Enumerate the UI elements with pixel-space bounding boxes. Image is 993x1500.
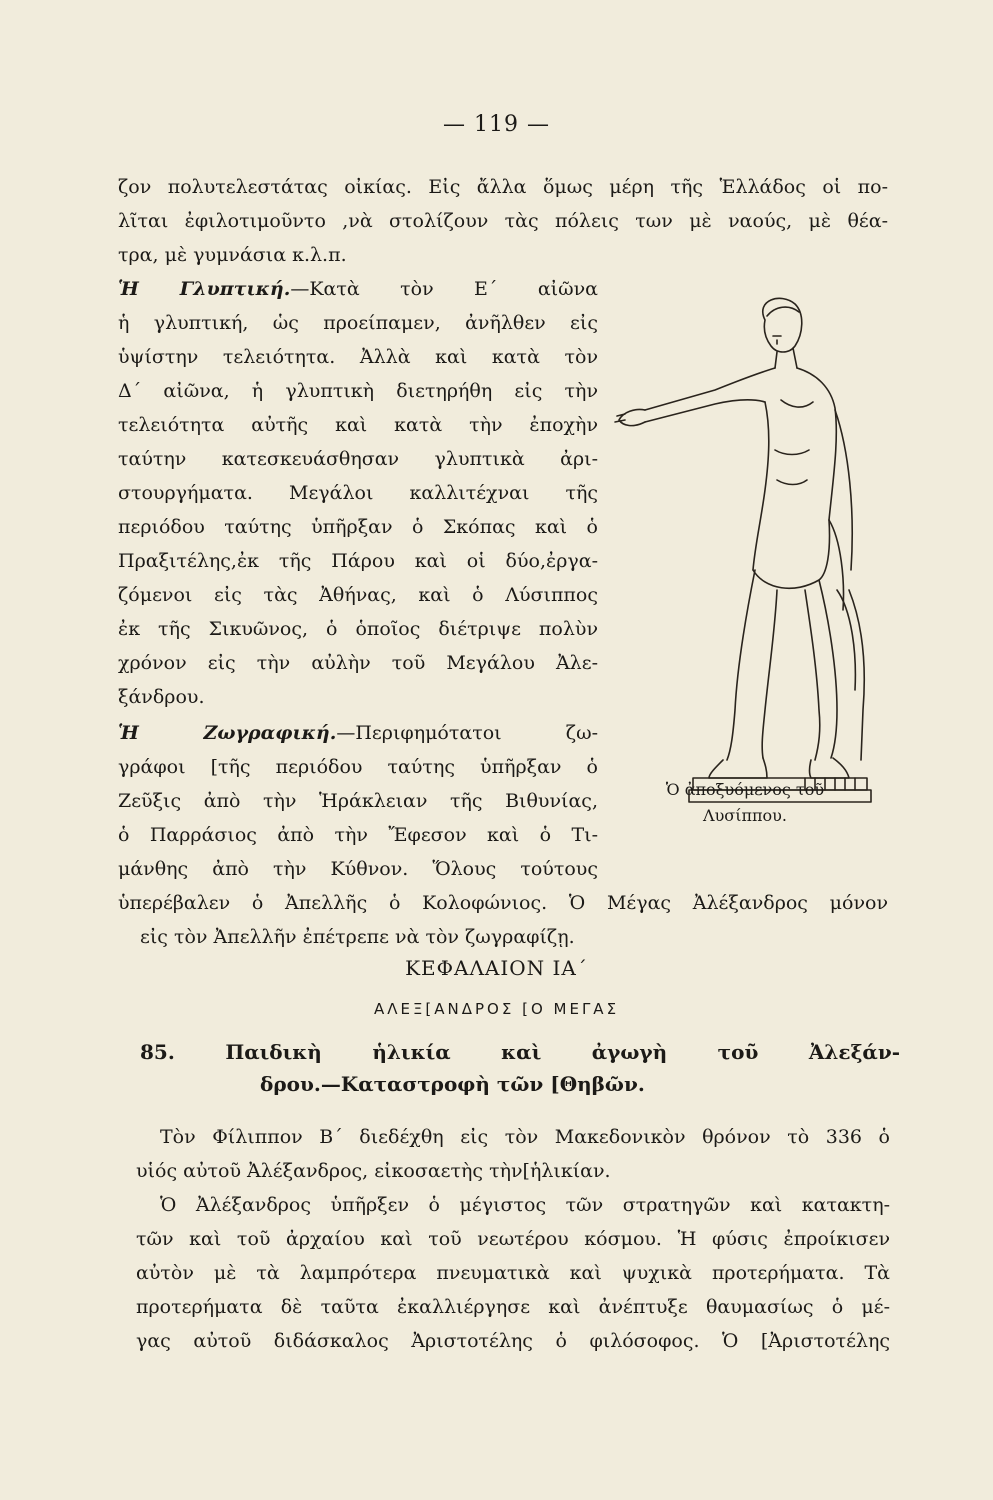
text-line: γράφοι [τῆς περιόδου ταύτης ὑπῆρξαν ὁ	[118, 756, 598, 778]
text-line: ζον πολυτελεστάτας οἰκίας. Εἰς ἄλλα ὅμως μέρη τῆς Ἑλλάδος οἱ πο-	[118, 176, 888, 198]
figure-caption: Ὁ ἀποξυόμενος τοῦ	[665, 780, 825, 799]
text-line: τῶν καὶ τοῦ ἀρχαίου καὶ τοῦ νεωτέρου κόσμου. Ἡ φύσις ἐπροίκισεν	[136, 1228, 890, 1250]
text-line: λῖται ἐφιλοτιμοῦντο ,νὰ στολίζουν τὰς πόλεις των μὲ ναούς, μὲ θέα-	[118, 210, 888, 232]
text-line: ἐκ τῆς Σικυῶνος, ὁ ὁποῖος διέτριψε πολὺν	[118, 618, 598, 640]
section-heading: 85. Παιδικὴ ἡλικία καὶ ἀγωγὴ τοῦ Ἀλεξάν-	[140, 1040, 900, 1064]
text-line: ὑπερέβαλεν ὁ Ἀπελλῆς ὁ Κολοφώνιος. Ὁ Μέγας Ἀλέξανδρος μόνον	[118, 892, 888, 914]
text-line: Ὁ Ἀλέξανδρος ὑπῆρξεν ὁ μέγιστος τῶν στρατηγῶν καὶ κατακτη-	[160, 1194, 890, 1216]
text-line: τελειότητα αὐτῆς καὶ κατὰ τὴν ἐποχὴν	[118, 414, 598, 436]
text-line: αὐτὸν μὲ τὰ λαμπρότερα πνευματικὰ καὶ ψυχικὰ προτερήματα. Τὰ	[136, 1262, 890, 1284]
chapter-subtitle: ΑΛΕΞ[ΑΝΔΡΟΣ [Ο ΜΕΓΑΣ	[373, 1000, 620, 1018]
text-line: χρόνον εἰς τὴν αὐλὴν τοῦ Μεγάλου Ἀλε-	[118, 652, 598, 674]
text-line: —Περιφημότατοι ζω-	[336, 722, 598, 744]
text-line: —Κατὰ τὸν Ε΄ αἰῶνα	[290, 278, 598, 300]
text-line: Ζεῦξις ἀπὸ τὴν Ἡράκλειαν τῆς Βιθυνίας,	[118, 790, 598, 812]
sculpture-heading: Ἡ Γλυπτική.	[118, 278, 291, 300]
text-line: στουργήματα. Μεγάλοι καλλιτέχναι τῆς	[118, 482, 598, 504]
text-line: περιόδου ταύτης ὑπῆρξαν ὁ Σκόπας καὶ ὁ	[118, 516, 598, 538]
text-line: Πραξιτέλης,ἐκ τῆς Πάρου καὶ οἱ δύο,ἐργα-	[118, 550, 598, 572]
text-line: ταύτην κατεσκευάσθησαν γλυπτικὰ ἀρι-	[118, 448, 598, 470]
page-number: — 119 —	[443, 112, 550, 137]
figure-caption: Λυσίππου.	[703, 806, 787, 825]
text-line: γας αὐτοῦ διδάσκαλος Ἀριστοτέλης ὁ φιλόσοφος. Ὁ [Ἀριστοτέλης	[136, 1330, 890, 1352]
text-line: εἰς τὸν Ἀπελλῆν ἐπέτρεπε νὰ τὸν ζωγραφίζῃ.	[140, 926, 575, 948]
text-line: υἱός αὐτοῦ Ἀλέξανδρος, εἰκοσαετὴς τὴν[ἡλικίαν.	[136, 1160, 611, 1182]
text-line: ὑψίστην τελειότητα. Ἀλλὰ καὶ κατὰ τὸν	[118, 346, 598, 368]
sculpture-first-line	[118, 280, 598, 299]
text-line: Δ΄ αἰῶνα, ἡ γλυπτικὴ διετηρήθη εἰς τὴν	[118, 380, 598, 402]
chapter-title: ΚΕΦΑΛΑΙΟΝ ΙΑ΄	[405, 956, 588, 980]
painting-heading: Ἡ Ζωγραφική.	[118, 722, 337, 744]
text-line: ὁ Παρράσιος ἀπὸ τὴν Ἔφεσον καὶ ὁ Τι-	[118, 824, 598, 846]
text-line: ἡ γλυπτική, ὡς προείπαμεν, ἀνῆλθεν εἰς	[118, 312, 598, 334]
text-line: Τὸν Φίλιππον Β΄ διεδέχθη εἰς τὸν Μακεδονικὸν θρόνον τὸ 336 ὁ	[160, 1126, 890, 1148]
text-line: μάνθης ἀπὸ τὴν Κύθνον. Ὅλους τούτους	[118, 858, 598, 880]
statue-illustration	[605, 290, 875, 810]
text-line: ζόμενοι εἰς τὰς Ἀθήνας, καὶ ὁ Λύσιππος	[118, 584, 598, 606]
painting-first-line	[118, 724, 598, 743]
section-heading: δρου.—Καταστροφὴ τῶν [Θηβῶν.	[260, 1072, 645, 1096]
text-line: τρα, μὲ γυμνάσια κ.λ.π.	[118, 244, 347, 266]
text-line: προτερήματα δὲ ταῦτα ἐκαλλιέργησε καὶ ἀνέπτυξε θαυμασίως ὁ μέ-	[136, 1296, 890, 1318]
text-line: ξάνδρου.	[118, 686, 205, 708]
